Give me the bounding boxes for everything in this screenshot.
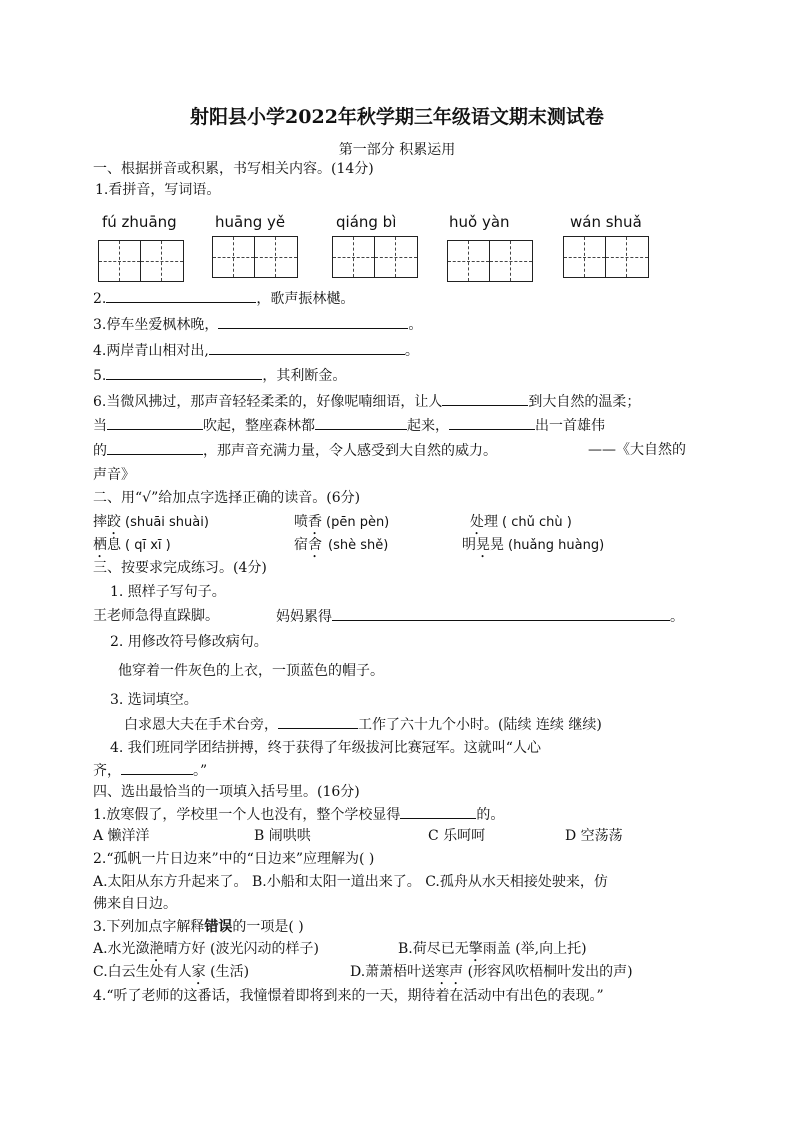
section1-heading: 一、根据拼音或积累，书写相关内容。(14分) [93,161,374,177]
answer-blank[interactable] [218,314,408,329]
pronunciation-item: 喷香 (pēn pèn) [294,514,390,530]
pronunciation-item: 摔跤 (shuāi shuài) [93,514,209,530]
writing-grid-1[interactable] [98,240,184,282]
pinyin-1: fú zhuāng [102,213,177,231]
question-4-3: 3.下列加点字解释错误的一项是( ) [93,919,304,935]
question-1-3: 3.停车坐爱枫林晚， 。 [93,314,422,335]
answer-blank[interactable] [332,606,670,621]
pronunciation-item: 栖息 ( qī xī ) [93,537,171,553]
question-4-2-options[interactable]: A.太阳从东方升起来了。 B.小船和太阳一道出来了。 C.孤舟从水天相接处驶来，仿 [93,874,608,890]
answer-blank[interactable] [315,415,407,430]
option-c[interactable]: C 乐呵呵 [428,828,486,844]
question-4-4: 4.“听了老师的这番话，我憧憬着即将到来的一天，期待着在活动中有出色的表现。” [93,988,604,1004]
question-1-4: 4.两岸青山相对出, 。 [93,340,419,361]
part-title: 第一部分 积累运用 [338,142,456,158]
source-citation: ——《大自然的 [588,442,686,458]
example-sentence: 王老师急得直跺脚。 [93,608,219,624]
question-4-3-option-d[interactable]: D.萧萧梧叶送寒声 (形容风吹梧桐叶发出的声) [350,964,633,980]
pinyin-5: wán shuǎ [570,213,642,231]
pinyin-2: huāng yě [215,213,286,231]
option-a[interactable]: A 懒洋洋 [93,828,150,844]
question-3-4: 4. 我们班同学团结拼搏，终于获得了年级拔河比赛冠军。这就叫“人心 [110,740,541,756]
question-1-6-line3: 的 ，那声音充满力量，令人感受到大自然的威力。 [93,440,497,461]
pinyin-3: qiáng bì [336,213,397,231]
option-d[interactable]: D 空荡荡 [565,828,623,844]
writing-grid-4[interactable] [447,240,533,282]
question-4-3-option-c[interactable]: C.白云生处有人家 (生活) [93,964,250,980]
question-4-1: 1.放寒假了，学校里一个人也没有，整个学校显得 的。 [93,804,504,825]
faulty-sentence: 他穿着一件灰色的上衣，一顶蓝色的帽子。 [118,663,384,679]
page-title: 射阳县小学2022年秋学期三年级语文期末测试卷 [190,106,604,128]
question-3-3: 3. 选词填空。 [110,692,198,708]
question-3-4-cont: 齐， 。” [93,760,207,781]
pinyin-4: huǒ yàn [449,213,510,231]
pronunciation-item: 明晃晃 (huǎng huàng) [462,537,605,553]
answer-blank[interactable] [442,391,528,406]
question-3-2: 2. 用修改符号修改病句。 [110,634,268,650]
question-1-5: 5. ，其利断金。 [93,365,346,386]
answer-blank[interactable] [278,714,358,729]
answer-blank[interactable] [449,415,535,430]
question-4-3-option-a[interactable]: A.水光潋滟晴方好 (波光闪动的样子) [93,941,319,957]
answer-blank[interactable] [107,440,203,455]
section4-heading: 四、选出最恰当的一项填入括号里。(16分) [93,784,360,800]
answer-blank[interactable] [107,415,203,430]
question-1-6-line2: 当 吹起，整座森林都 起来， 出一首雄伟 [93,415,605,436]
fill-in-sentence: 白求恩大夫在手术台旁， 工作了六十九个小时。(陆续 连续 继续) [124,714,602,735]
pronunciation-item: 处理 ( chǔ chù ) [470,514,572,530]
writing-grid-5[interactable] [563,236,649,278]
option-b[interactable]: B 闹哄哄 [254,828,311,844]
writing-grid-2[interactable] [212,236,298,278]
question-1-1: 1.看拼音，写词语。 [95,182,221,198]
section2-heading: 二、用“√”给加点字选择正确的读音。(6分) [93,490,361,506]
question-1-6-line1: 6.当微风拂过，那声音轻轻柔柔的，好像呢喃细语，让人 到大自然的温柔； [93,391,640,412]
answer-blank[interactable] [106,288,256,303]
writing-grid-3[interactable] [332,236,418,278]
sentence-prompt: 妈妈累得 。 [276,606,684,627]
question-4-2: 2.“孤帆一片日边来”中的“日边来”应理解为( ) [93,851,375,867]
question-3-1: 1. 照样子写句子。 [110,584,226,600]
answer-blank[interactable] [400,804,476,819]
question-4-2-options-cont: 佛来自日边。 [93,896,177,912]
answer-blank[interactable] [209,340,405,355]
answer-blank[interactable] [106,365,262,380]
question-4-3-option-b[interactable]: B.荷尽已无擎雨盖 (举,向上托) [398,941,587,957]
pronunciation-item: 宿舍 (shè shě) [294,537,389,553]
source-citation-cont: 声音》 [93,467,135,483]
answer-blank[interactable] [121,760,193,775]
question-1-2: 2. ，歌声振林樾。 [93,288,354,309]
section3-heading: 三、按要求完成练习。(4分) [93,560,267,576]
